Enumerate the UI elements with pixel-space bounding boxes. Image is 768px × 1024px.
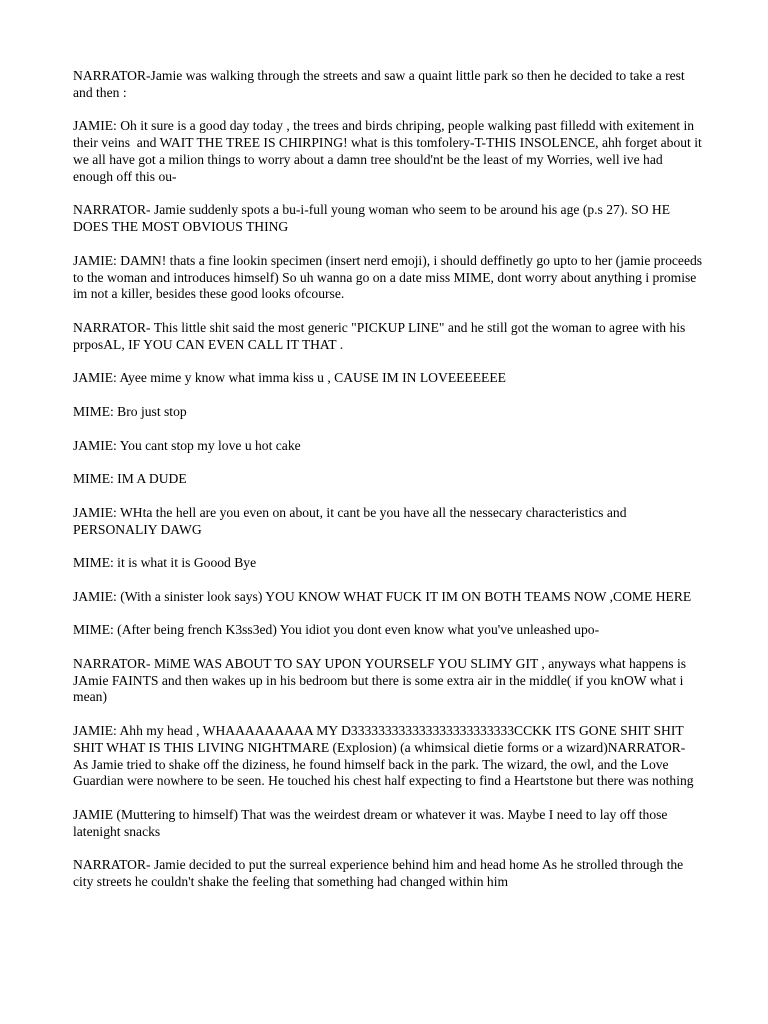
paragraph-mime-stop: MIME: Bro just stop bbox=[73, 403, 187, 419]
paragraph-mime-unleashed: MIME: (After being french K3ss3ed) You idiot you dont even know what you've unleashed upo- bbox=[73, 622, 600, 638]
paragraph-jamie-hot-cake: JAMIE: You cant stop my love u hot cake bbox=[73, 437, 301, 453]
paragraph-jamie-both-teams: JAMIE: (With a sinister look says) YOU KNOW WHAT FUCK IT IM ON BOTH TEAMS NOW ,COME HERE bbox=[73, 588, 692, 604]
paragraph-mime-goodbye: MIME: it is what it is Goood Bye bbox=[73, 555, 257, 571]
paragraph-narrator-pickup: NARRATOR- This little shit said the most generic "PICKUP LINE" and he still got the woman to agree with his prposAL, IF YOU CAN EVEN CALL IT THAT . bbox=[73, 319, 689, 352]
paragraph-jamie-tree: JAMIE: Oh it sure is a good day today , the trees and birds chriping, people walking past filledd with exitement in their veins and WAIT THE TREE IS CHIRPING! what is this tomfolery-T-THIS INSOLENCE, ahh forget about it we all have got a milion things to worry about a damn tree should'nt be the least of my Worries, well ive had enough off this ou- bbox=[73, 118, 706, 184]
document-page bbox=[73, 68, 706, 908]
paragraph-mime-dude: MIME: IM A DUDE bbox=[73, 471, 187, 487]
paragraph-narrator-intro: NARRATOR-Jamie was walking through the streets and saw a quaint little park so then he decided to take a rest and then : bbox=[73, 68, 689, 100]
paragraph-jamie-date: JAMIE: DAMN! thats a fine lookin specimen (insert nerd emoji), i should deffinetly go upto to her (jamie proceeds to the woman and introduces himself) So uh wanna go on a date miss MIME, dont worry about anything i promise im not a killer, besides these good looks ofcourse. bbox=[73, 252, 706, 302]
paragraph-narrator-spots-woman: NARRATOR- Jamie suddenly spots a bu-i-full young woman who seem to be around his age (p.s 27). SO HE DOES THE MOST OBVIOUS THING bbox=[73, 202, 674, 235]
paragraph-jamie-nightmare: JAMIE: Ahh my head , WHAAAAAAAAA MY D333333333333333333333333CCKK ITS GONE SHIT SHIT SHIT WHAT IS THIS LIVING NIGHTMARE (Explosion) (a whimsical dietie forms or a wizard)NARRATOR- As Jamie tried to shake off the diziness, he found himself back in the park. The wizard, the owl, and the Love Guardian were nowhere to be seen. He touched his chest half expecting to find a Heartstone but there was nothing bbox=[73, 723, 694, 789]
paragraph-narrator-home: NARRATOR- Jamie decided to put the surreal experience behind him and head home As he strolled through the city streets he couldn't shake the feeling that something had changed within him bbox=[73, 857, 687, 890]
paragraph-jamie-muttering: JAMIE (Muttering to himself) That was the weirdest dream or whatever it was. Maybe I need to lay off those latenight snacks bbox=[73, 807, 671, 839]
paragraph-jamie-kiss: JAMIE: Ayee mime y know what imma kiss u , CAUSE IM IN LOVEEEEEEE bbox=[73, 370, 506, 386]
paragraph-narrator-faints: NARRATOR- MiME WAS ABOUT TO SAY UPON YOURSELF YOU SLIMY GIT , anyways what happens is JAmie FAINTS and then wakes up in his bedroom but there is some extra air in the middle( if you knOW what i mean) bbox=[73, 655, 690, 705]
paragraph-jamie-characteristics: JAMIE: WHta the hell are you even on about, it cant be you have all the nessecary characteristics and PERSONALIY DAWG bbox=[73, 504, 630, 537]
